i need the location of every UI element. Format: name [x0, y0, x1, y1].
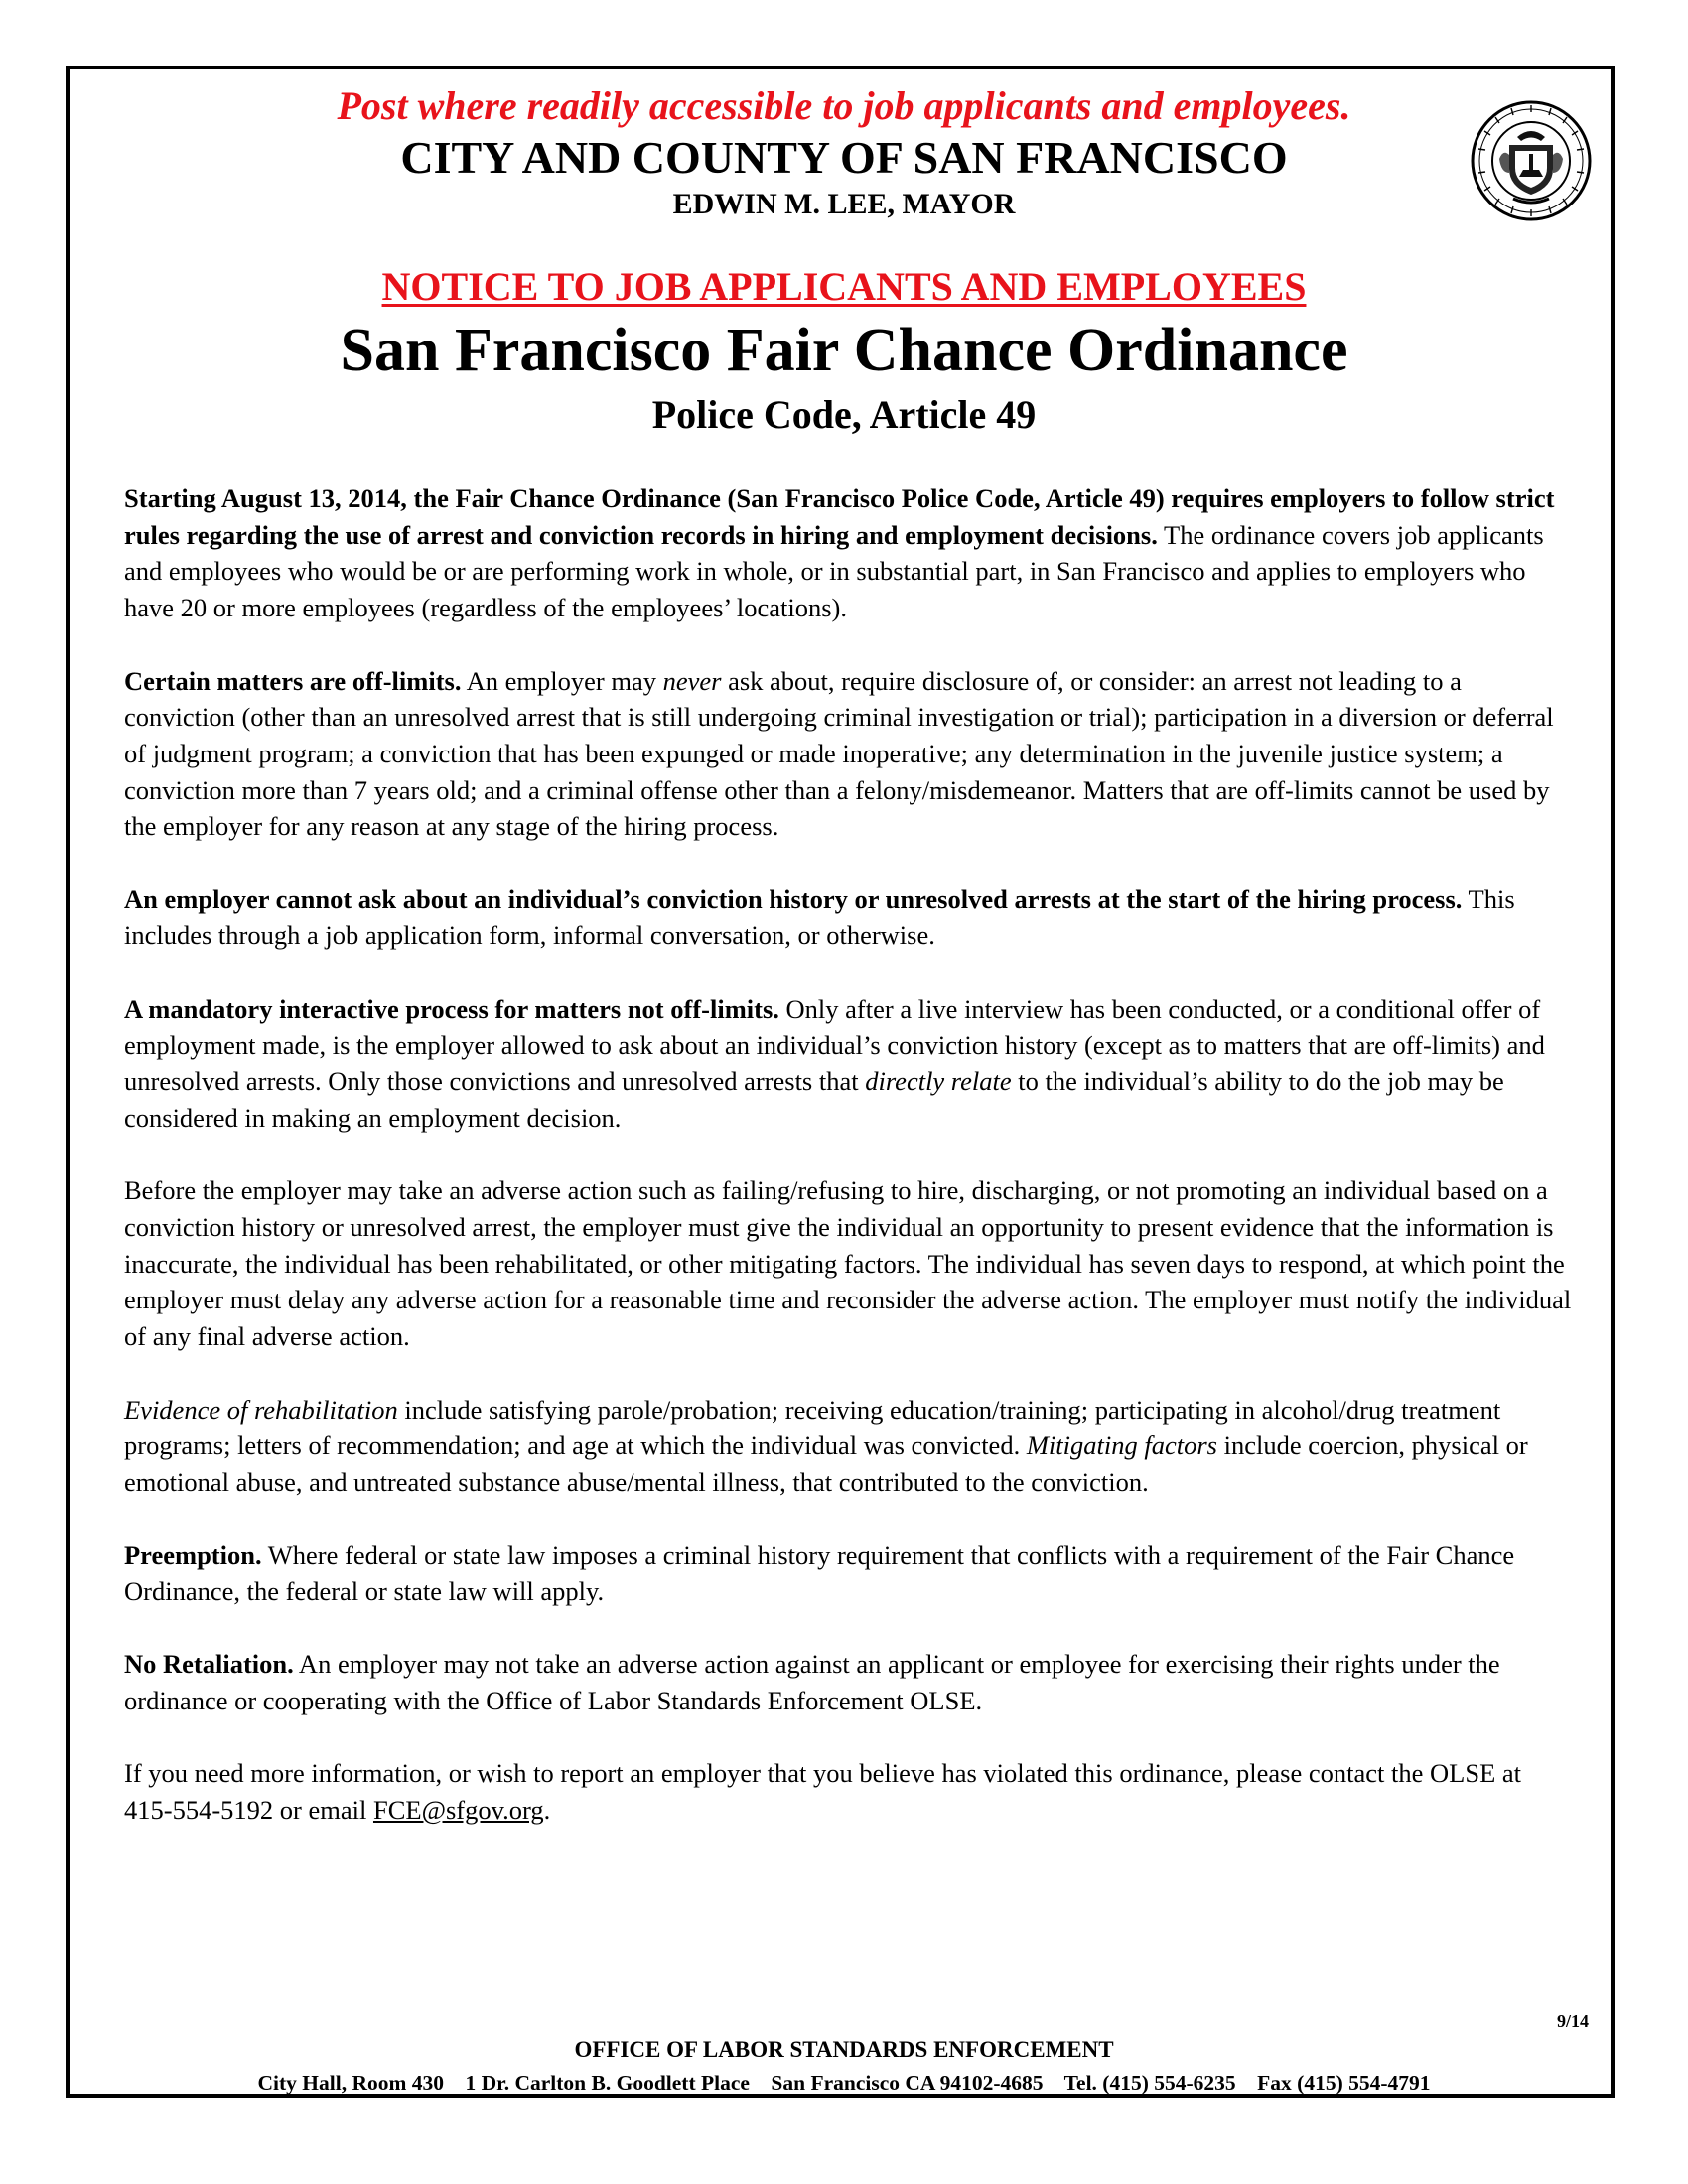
paragraph-rehabilitation	[124, 1392, 1574, 1501]
paragraph-start-of-hiring	[124, 882, 1574, 954]
post-notice: Post where readily accessible to job applicants and employees.	[337, 83, 1351, 128]
paragraph-intro	[124, 480, 1574, 626]
paragraph-no-retaliation	[124, 1646, 1574, 1718]
mayor-name: EDWIN M. LEE, MAYOR	[672, 188, 1016, 220]
poster-header	[179, 81, 1509, 224]
paragraph-lead: Starting August 13, 2014, the Fair Chance Ordinance (San Francisco Police Code, Article 49) requires employers to follow strict rules regarding the use of arrest and conviction records in hiring and employment decisions.	[124, 483, 1555, 550]
paragraph-preemption	[124, 1537, 1574, 1609]
paragraph-text: Before the employer may take an adverse action such as failing/refusing to hire, discharging, or not promoting an individual based on a conviction history or unresolved arrest, the employer must give the individual an opportunity to present evidence that the information is inaccurate, the individual has been rehabilitated, or other mitigating factors. The individual has seven days to respond, at which point the employer must delay any adverse action for a reasonable time and reconsider the adverse action. The employer must notify the individual of any final adverse action.	[124, 1175, 1572, 1352]
paragraph-text: This includes through a job application form, informal conversation, or otherwise.	[124, 884, 1515, 951]
paragraph-text: include coercion, physical or emotional abuse, and untreated substance abuse/mental illness, that contributed to the conviction.	[124, 1431, 1528, 1497]
notice-heading: NOTICE TO JOB APPLICANTS AND EMPLOYEES	[381, 264, 1307, 309]
code-reference: Police Code, Article 49	[651, 392, 1037, 437]
paragraph-text: If you need more information, or wish to report an employer that you believe has violated this ordinance, please contact the OLSE at 415-554-5192 or email	[124, 1758, 1522, 1826]
paragraph-text: An employer may not take an adverse action against an applicant or employee for exercising their rights under the ordinance or cooperating with the Office of Labor Standards Enforcement OLSE.	[124, 1649, 1500, 1716]
email-link[interactable]: FCE@sfgov.org	[372, 1795, 544, 1826]
paragraph-lead: Certain matters are off-limits.	[124, 665, 462, 696]
paragraph-adverse-action	[124, 1172, 1574, 1355]
emphasis-text: directly relate	[865, 1066, 1012, 1097]
paragraph-text: The ordinance covers job applicants and employees who would be or are performing work in whole, or in substantial part, in San Francisco and applies to employers who have 20 or more employees (regardless of the employees’ locations).	[124, 519, 1544, 623]
paragraph-lead: An employer cannot ask about an individual’s conviction history or unresolved arrests at the start of the hiring process.	[124, 884, 1463, 914]
office-name: OFFICE OF LABOR STANDARDS ENFORCEMENT	[574, 2037, 1114, 2062]
page-title: San Francisco Fair Chance Ordinance	[340, 317, 1348, 384]
paragraph-contact	[124, 1755, 1574, 1828]
emphasis-text: never	[662, 665, 722, 696]
paragraph-lead: No Retaliation.	[124, 1649, 294, 1680]
paragraph-text: to the individual’s ability to do the job may be considered in making an employment decision.	[124, 1066, 1504, 1133]
paragraph-text: An employer may	[461, 665, 663, 696]
paragraph-lead: Preemption.	[124, 1540, 262, 1570]
paragraph-text: include satisfying parole/probation; receiving education/training; participating in alcohol/drug treatment programs; letters of recommendation; and age at which the individual was convicted.	[124, 1394, 1501, 1461]
paragraph-interactive-process	[124, 991, 1574, 1137]
paragraph-text: ask about, require disclosure of, or consider: an arrest not leading to a conviction (other than an unresolved arrest that is still undergoing criminal investigation or trial); participation in a diversion or deferral of judgment program; a conviction that has been expunged or made inoperative; any determination in the juvenile justice system; a conviction more than 7 years old; and a criminal offense other than a felony/misdemeanor. Matters that are off-limits cannot be used by the employer for any reason at any stage of the hiring process.	[124, 665, 1554, 842]
office-address: City Hall, Room 430 1 Dr. Carlton B. Goodlett Place San Francisco CA 94102-4685 Tel. (415) 554-6235 Fax (415) 554-4791	[257, 2071, 1431, 2095]
paragraph-text: Only after a live interview has been conducted, or a conditional offer of employment made, is the employer allowed to ask about an individual’s conviction history (except as to matters that are off-limits) and unresolved arrests. Only those convictions and unresolved arrests that	[124, 993, 1545, 1097]
paragraph-text: Where federal or state law imposes a criminal history requirement that conflicts with a requirement of the Fair Chance Ordinance, the federal or state law will apply.	[124, 1540, 1515, 1606]
notice-body	[124, 480, 1574, 1829]
revision-date: 9/14	[1556, 2011, 1589, 2031]
paragraph-off-limits	[124, 663, 1574, 846]
city-name: CITY AND COUNTY OF SAN FRANCISCO	[400, 132, 1288, 183]
paragraph-lead: A mandatory interactive process for matters not off-limits.	[124, 993, 779, 1024]
title-block	[95, 262, 1593, 441]
emphasis-text: Evidence of rehabilitation	[124, 1394, 398, 1425]
paragraph-text: .	[543, 1795, 551, 1826]
emphasis-text: Mitigating factors	[1026, 1431, 1217, 1461]
